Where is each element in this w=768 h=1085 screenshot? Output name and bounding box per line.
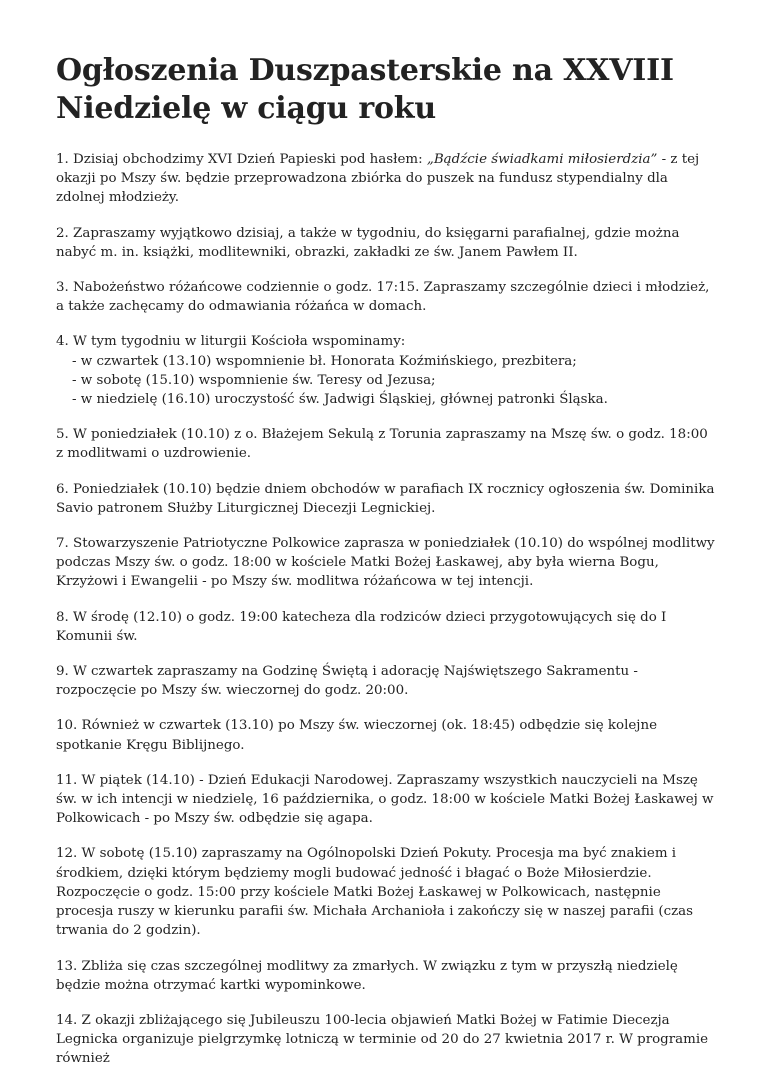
announcement-8: 8. W środę (12.10) o godz. 19:00 katecheza dla rodziców dzieci przygotowujących się do I Komunii św. xyxy=(56,609,667,644)
announcement-1-after: - z tej okazji po Mszy św. będzie przeprowadzona zbiórka do puszek na fundusz stypendialny dla zdolnej młodzieży. xyxy=(56,152,700,206)
announcement-11: 11. W piątek (14.10) - Dzień Edukacji Narodowej. Zapraszamy wszystkich nauczycieli na Mszę św. w ich intencji w niedzielę, 16 października, o godz. 18:00 w kościele Matki Bożej Łaskawej w Polkowicach - po Mszy św. odbędzie się agapa. xyxy=(56,772,714,827)
announcement-4-item-1: - w czwartek (13.10) wspomnienie bł. Honorata Koźmińskiego, prezbitera; xyxy=(72,353,577,369)
announcement-3: 3. Nabożeństwo różańcowe codziennie o godz. 17:15. Zapraszamy szczególnie dzieci i młodzież, a także zachęcamy do odmawiania różańca w domach. xyxy=(56,280,710,315)
announcement-14: 14. Z okazji zbliżającego się Jubileuszu 100-lecia objawień Matki Bożej w Fatimie Diecezja Legnicka organizuje pielgrzymkę lotniczą w terminie od 20 do 27 kwietnia 2017 r. W programie również xyxy=(56,1012,709,1067)
announcement-12: 12. W sobotę (15.10) zapraszamy na Ogólnopolski Dzień Pokuty. Procesja ma być znakiem i środkiem, dzięki którym będziemy mogli budować jedność i błagać o Boże Miłosierdzie. Rozpoczęcie o godz. 15:00 przy kościele Matki Bożej Łaskawej w Polkowicach, następnie procesja ruszy w kierunku parafii św. Michała Archanioła i zakończy się w naszej parafii (czas trwania do 2 godzin). xyxy=(56,846,693,939)
page-title: Ogłoszenia Duszpasterskie na XXVIII Niedzielę w ciągu roku xyxy=(56,53,674,126)
announcement-6: 6. Poniedziałek (10.10) będzie dniem obchodów w parafiach IX rocznicy ogłoszenia św. Dominika Savio patronem Służby Liturgicznej Diecezji Legnickiej. xyxy=(56,481,715,516)
announcement-2: 2. Zapraszamy wyjątkowo dzisiaj, a także w tygodniu, do księgarni parafialnej, gdzie można nabyć m. in. książki, modlitewniki, obrazki, zakładki ze św. Janem Pawłem II. xyxy=(56,225,680,260)
announcement-1-before: 1. Dzisiaj obchodzimy XVI Dzień Papieski pod hasłem: xyxy=(56,152,427,167)
announcement-4 xyxy=(56,332,716,409)
announcement-5: 5. W poniedziałek (10.10) z o. Błażejem Sekulą z Torunia zapraszamy na Mszę św. o godz. 18:00 z modlitwami o uzdrowienie. xyxy=(56,427,708,462)
announcement-4-item-3: - w niedzielę (16.10) uroczystość św. Jadwigi Śląskiej, głównej patronki Śląska. xyxy=(72,392,608,408)
announcement-4-item-2: - w sobotę (15.10) wspomnienie św. Teresy od Jezusa; xyxy=(72,372,436,388)
announcement-13: 13. Zbliża się czas szczególnej modlitwy za zmarłych. W związku z tym w przyszłą niedzielę będzie można otrzymać kartki wypominkowe. xyxy=(56,958,678,993)
announcement-4-intro: 4. W tym tygodniu w liturgii Kościoła wspominamy: xyxy=(56,334,406,350)
announcement-10: 10. Również w czwartek (13.10) po Mszy św. wieczornej (ok. 18:45) odbędzie się kolejne spotkanie Kręgu Biblijnego. xyxy=(56,718,658,753)
document-page xyxy=(56,52,716,1085)
announcement-7: 7. Stowarzyszenie Patriotyczne Polkowice zaprasza w poniedziałek (10.10) do wspólnej modlitwy podczas Mszy św. o godz. 18:00 w kościele Matki Bożej Łaskawej, aby była wierna Bogu, Krzyżowi i Ewangelii - po Mszy św. modlitwa różańcowa w tej intencji. xyxy=(56,536,715,590)
announcement-9: 9. W czwartek zapraszamy na Godzinę Świętą i adorację Najświętszego Sakramentu - rozpoczęcie po Mszy św. wieczornej do godz. 20:00. xyxy=(56,664,638,699)
announcement-1 xyxy=(56,150,716,208)
announcement-1-motto: „Bądźcie świadkami miłosierdzia” xyxy=(426,152,658,167)
